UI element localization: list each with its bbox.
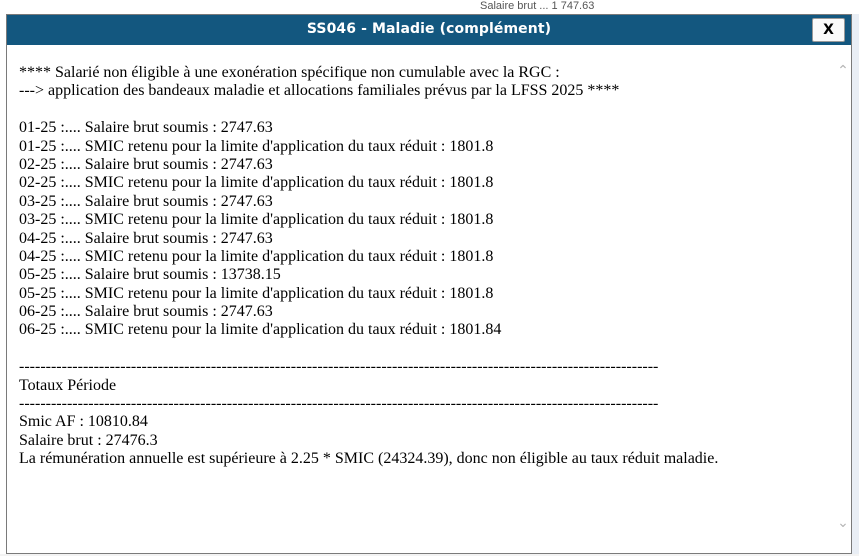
header-line: ---> application des bandeaux maladie et allocations familiales prévus par la LFSS 2025 **** — [19, 82, 620, 100]
salaire-brut-total: Salaire brut : 27476.3 — [19, 431, 158, 449]
dialog — [6, 14, 852, 554]
background-text: Salaire brut ... 1 747.63 — [480, 0, 595, 12]
list-item: 03-25 :.... Salaire brut soumis : 2747.63 — [19, 192, 273, 210]
dialog-titlebar[interactable] — [7, 15, 851, 45]
background-right-edge — [852, 14, 859, 554]
conclusion-text: La rémunération annuelle est supérieure à 2.25 * SMIC (24324.39), donc non éligible au taux réduit maladie. — [19, 450, 719, 468]
scroll-up-icon[interactable]: ⌃ — [837, 63, 849, 79]
smic-af-total: Smic AF : 10810.84 — [19, 413, 148, 431]
list-item: 06-25 :.... Salaire brut soumis : 2747.63 — [19, 303, 273, 321]
list-item: 06-25 :.... SMIC retenu pour la limite d'application du taux réduit : 1801.84 — [19, 321, 502, 339]
list-item: 02-25 :.... Salaire brut soumis : 2747.63 — [19, 155, 273, 173]
list-item: 02-25 :.... SMIC retenu pour la limite d'application du taux réduit : 1801.8 — [19, 174, 494, 192]
separator-line: ------------------------------------------------------------------------------------------------------------------------ — [19, 358, 659, 376]
scroll-down-icon[interactable]: ⌄ — [837, 515, 849, 531]
separator-line: ------------------------------------------------------------------------------------------------------------------------ — [19, 395, 659, 413]
dialog-content — [19, 64, 817, 469]
list-item: 01-25 :.... SMIC retenu pour la limite d'application du taux réduit : 1801.8 — [19, 137, 494, 155]
list-item: 05-25 :.... SMIC retenu pour la limite d'application du taux réduit : 1801.8 — [19, 284, 494, 302]
list-item: 04-25 :.... Salaire brut soumis : 2747.63 — [19, 229, 273, 247]
list-item: 04-25 :.... SMIC retenu pour la limite d'application du taux réduit : 1801.8 — [19, 247, 494, 265]
dialog-title: SS046 - Maladie (complément) — [306, 21, 552, 37]
entries-list — [19, 119, 817, 340]
close-button[interactable]: X — [812, 18, 845, 42]
list-item: 03-25 :.... SMIC retenu pour la limite d'application du taux réduit : 1801.8 — [19, 211, 494, 229]
totals-heading: Totaux Période — [19, 376, 117, 394]
list-item: 01-25 :.... Salaire brut soumis : 2747.63 — [19, 119, 273, 137]
list-item: 05-25 :.... Salaire brut soumis : 13738.15 — [19, 266, 281, 284]
background-window — [0, 0, 859, 14]
header-line: **** Salarié non éligible à une exonération spécifique non cumulable avec la RGC : — [19, 64, 560, 81]
